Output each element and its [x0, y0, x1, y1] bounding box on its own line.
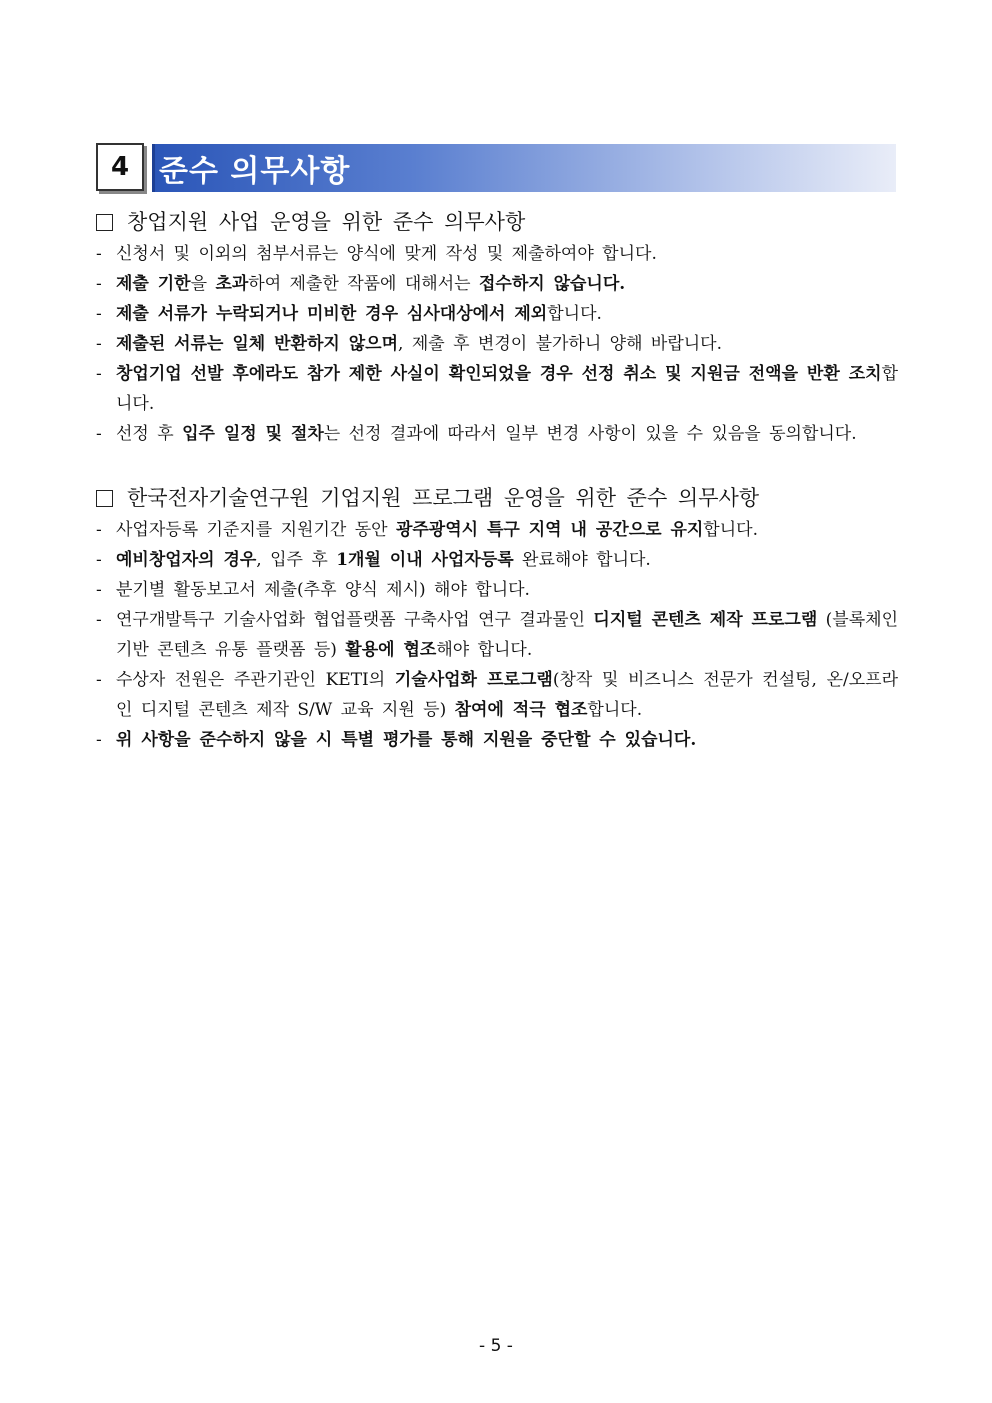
document-body — [96, 205, 898, 755]
text-run: 제출 기한 — [116, 274, 191, 294]
checkbox-square-icon — [96, 214, 113, 231]
text-run: 기술사업화 프로그램 — [394, 670, 553, 690]
subsection-heading-1 — [96, 205, 898, 239]
text-run: 수상자 전원은 주관기관인 KETI의 — [116, 670, 395, 690]
text-run: 입주 일정 및 절차 — [182, 424, 324, 444]
text-run: 사업자등록 기준지를 지원기간 동안 — [116, 520, 396, 540]
text-run: 활용에 협조 — [345, 640, 437, 660]
text-run: (창작 및 비즈니스 전문가 컨설팅, 온/오프라인 디지털 콘텐츠 제작 S/W 교육 지원 등) — [116, 670, 899, 720]
text-run: , 입주 후 — [256, 550, 337, 570]
section-title-bar — [152, 144, 896, 192]
text-run: 예비창업자의 경우 — [116, 550, 257, 570]
text-run: 연구개발특구 기술사업화 협업플랫폼 구축사업 연구 결과물인 — [116, 610, 594, 630]
text-run: 창업기업 선발 후에라도 참가 제한 사실이 확인되었을 경우 선정 취소 및 지원금 전액을 반환 조치 — [116, 364, 882, 384]
list-item — [96, 419, 898, 449]
text-run: 합니다. — [547, 304, 602, 324]
subsection-heading-text: 창업지원 사업 운영을 위한 준수 의무사항 — [127, 210, 526, 234]
list-item — [96, 359, 898, 419]
text-run: 1개월 이내 사업자등록 — [336, 550, 514, 570]
list-item — [96, 299, 898, 329]
text-run: 을 — [190, 274, 216, 294]
section-number: 4 — [96, 143, 144, 191]
text-run: 접수하지 않습니다. — [478, 274, 626, 294]
text-run: 해야 합니다. — [436, 640, 533, 660]
list-item — [96, 515, 898, 545]
text-run: 참여에 적극 협조 — [454, 700, 588, 720]
text-run: 합니다. — [587, 700, 643, 720]
list-item — [96, 575, 898, 605]
text-run: 완료해야 합니다. — [513, 550, 651, 570]
list-item — [96, 665, 898, 725]
text-run: 하여 제출한 작품에 대해서는 — [248, 274, 479, 294]
page-number: - 5 - — [479, 1336, 513, 1356]
text-run: 제출 서류가 누락되거나 미비한 경우 심사대상에서 제외 — [116, 304, 548, 324]
item-list-2 — [96, 515, 898, 755]
text-run: 디지털 콘텐츠 제작 프로그램 — [593, 610, 818, 630]
list-item — [96, 329, 898, 359]
list-item — [96, 725, 898, 755]
list-item — [96, 269, 898, 299]
text-run: 선정 후 — [116, 424, 183, 444]
list-item — [96, 239, 898, 269]
checkbox-square-icon — [96, 490, 113, 507]
text-run: , 제출 후 변경이 불가하니 양해 바랍니다. — [398, 334, 722, 354]
section-header — [96, 143, 896, 195]
section-title: 준수 의무사항 — [159, 154, 351, 189]
list-item — [96, 545, 898, 575]
text-run: 제출된 서류는 일체 반환하지 않으며 — [116, 334, 399, 354]
text-run: 광주광역시 특구 지역 내 공간으로 유지 — [395, 520, 704, 540]
text-run: 분기별 활동보고서 제출(추후 양식 제시) 해야 합니다. — [116, 580, 530, 600]
text-run: 초과 — [215, 274, 249, 294]
item-list-1 — [96, 239, 898, 449]
list-item — [96, 605, 898, 665]
text-run: 위 사항을 준수하지 않을 시 특별 평가를 통해 지원을 중단할 수 있습니다. — [116, 730, 697, 750]
subsection-heading-text: 한국전자기술연구원 기업지원 프로그램 운영을 위한 준수 의무사항 — [127, 486, 760, 510]
subsection-heading-2 — [96, 481, 898, 515]
text-run: 는 선정 결과에 따라서 일부 변경 사항이 있을 수 있음을 동의합니다. — [323, 424, 857, 444]
text-run: (블록체인 기반 콘텐츠 유통 플랫폼 등) — [116, 610, 898, 660]
text-run: 합니다. — [116, 364, 898, 414]
text-run: 합니다. — [703, 520, 758, 540]
text-run: 신청서 및 이외의 첨부서류는 양식에 맞게 작성 및 제출하여야 합니다. — [116, 244, 657, 264]
